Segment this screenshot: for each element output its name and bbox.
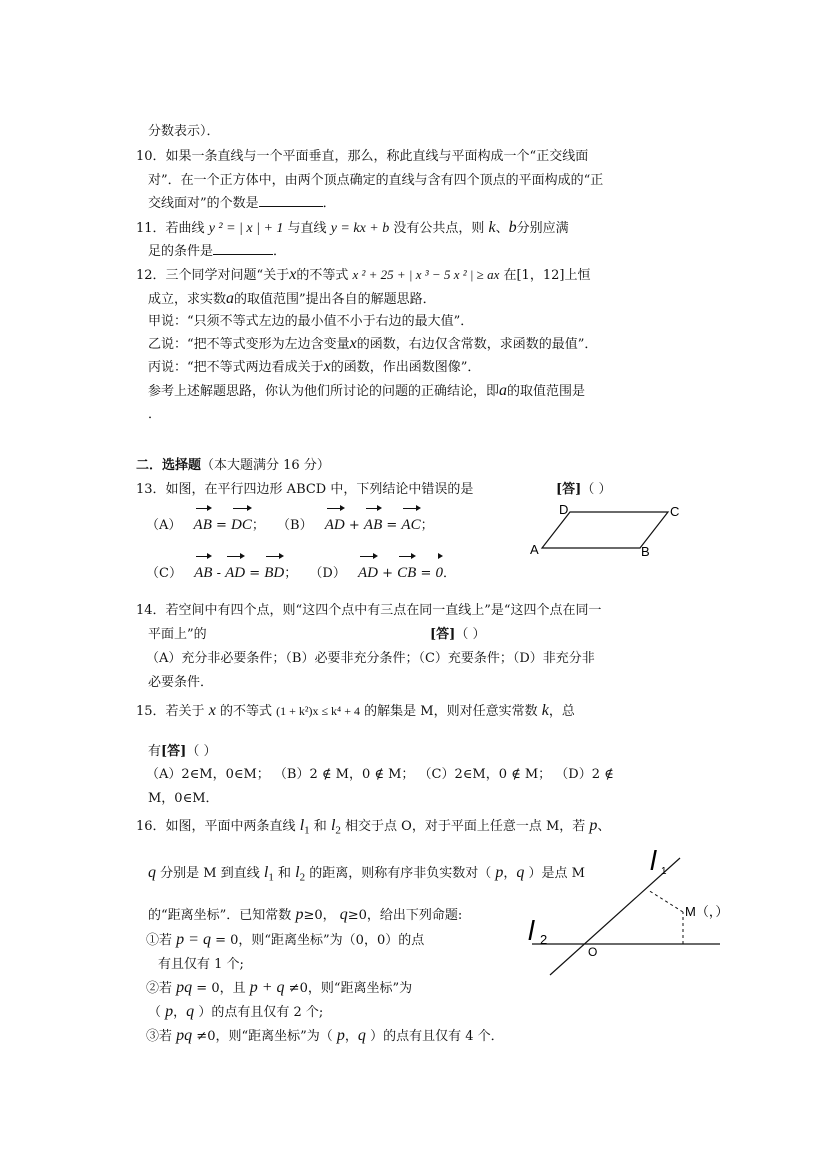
question-10-line1: 10．如果一条直线与一个平面垂直，那么，称此直线与平面构成一个“正交线面 — [136, 149, 589, 164]
answer-slot — [430, 626, 485, 644]
question-10-line2: 对”．在一个正方体中，由两个顶点确定的直线与含有四个顶点的平面构成的“正 — [148, 173, 604, 188]
answer-blank[interactable] — [213, 254, 273, 255]
answer-label: [答] — [430, 627, 456, 642]
text: 的取值范围是 — [507, 384, 586, 399]
math-var: x — [208, 702, 216, 719]
question-10-line3: 交线面对”的个数是 ． — [148, 196, 336, 211]
math-var: q — [186, 1003, 195, 1020]
vector-ab: AB — [364, 506, 382, 538]
text: ，总 — [548, 704, 575, 719]
parallelogram-shape — [542, 512, 668, 548]
question-12-line2 — [148, 290, 436, 309]
distance-coordinate-figure — [520, 840, 730, 985]
label-o: O — [588, 945, 598, 959]
math-expression: y = kx + b — [330, 221, 390, 236]
math-var: q — [357, 1027, 366, 1044]
vector-ac: AC — [401, 506, 420, 538]
text: ）的点有且仅有 2 个; — [198, 1005, 324, 1020]
math-expression: pq — [176, 979, 193, 996]
text: 分别应满 — [516, 221, 569, 236]
vertex-label-d: D — [559, 502, 569, 517]
math-var: k — [488, 219, 496, 236]
question-14-line1: 14．若空间中有四个点，则“这四个点中有三点在同一直线上”是“这四个点在同一 — [136, 603, 602, 618]
proposition-1-line1 — [146, 931, 424, 950]
section-heading — [136, 457, 330, 475]
math-var: a — [226, 290, 235, 307]
answer-label: [答] — [161, 744, 187, 759]
text: 13．如图，在平行四边形 ABCD 中，下列结论中错误的是 — [136, 482, 474, 497]
text: 成立，求实数 — [148, 292, 227, 307]
subscript: 1 — [304, 824, 310, 837]
parallelogram-figure — [528, 500, 688, 560]
answer-label: [答] — [556, 482, 582, 497]
question-12-line4 — [148, 335, 597, 354]
text: 乙说：“把不等式变形为左边含变量 — [148, 337, 350, 352]
text: 的不等式 — [219, 704, 272, 719]
math-expression: x ² + 25 + | x ³ − 5 x ² | ≥ ax — [352, 267, 500, 282]
vector-dc: DC — [231, 506, 252, 538]
text: ）的点有且仅有 4 个． — [370, 1029, 504, 1044]
math-var: p — [495, 864, 504, 881]
text: 的距离，则称有序非负实数对（ — [309, 866, 492, 881]
text: 的函数，作出函数图像”． — [330, 360, 481, 375]
text: 的不等式 — [296, 268, 349, 283]
question-12-line7: ． — [148, 407, 162, 422]
math-var: p — [295, 906, 304, 923]
text: 15．若关于 — [136, 704, 205, 719]
vector-bd: BD — [264, 554, 284, 586]
text: 与直线 — [287, 221, 327, 236]
math-var: a — [499, 382, 508, 399]
math-var: l — [330, 817, 336, 834]
vector-ad: AD — [325, 506, 345, 538]
vector-cb: CB — [397, 554, 416, 586]
text: ≥0，给出下列命题: — [347, 908, 463, 923]
text: 和 — [313, 819, 327, 834]
section-title: 二．选择题 — [136, 458, 202, 473]
option-a-label[interactable]: （A） — [146, 518, 182, 533]
perpendicular-to-l1 — [648, 890, 683, 912]
math-var: q — [516, 864, 525, 881]
text: ≠0，则“距离坐标”为 — [288, 981, 413, 996]
text: 分别是 M 到直线 — [160, 866, 260, 881]
text: ≥0， — [303, 908, 336, 923]
math-var: x — [349, 335, 357, 352]
text: ③若 — [146, 1029, 173, 1044]
text: 和 — [277, 866, 291, 881]
math-expression: p = q — [176, 931, 211, 948]
text: 、 — [597, 819, 611, 834]
text: ， — [173, 1005, 187, 1020]
question-12-line3: 甲说：“只须不等式左边的最小值不小于右边的最大值”． — [148, 314, 474, 329]
question-15-options-cont: M，0∈M． — [148, 791, 219, 806]
text: 平面上”的 — [148, 627, 207, 642]
subscript: 1 — [268, 871, 274, 884]
math-expression: (1 + k²)x ≤ k⁴ + 4 — [276, 704, 360, 718]
option-d-label[interactable]: （D） — [309, 566, 346, 581]
vector-ad: AD — [225, 554, 245, 586]
text: 的“距离坐标”．已知常数 — [148, 908, 292, 923]
question-11-line1 — [136, 219, 569, 238]
option-c-label[interactable]: （C） — [146, 566, 182, 581]
math-expression: p + q — [249, 979, 285, 996]
math-var: k — [541, 702, 549, 719]
vertex-label-b: B — [641, 544, 650, 559]
vector-ab: AB — [194, 554, 212, 586]
answer-paren[interactable]: （ ） — [186, 744, 217, 759]
math-expression: pq — [176, 1027, 193, 1044]
question-12-line6 — [148, 382, 585, 401]
text: 没有公共点，则 — [393, 221, 485, 236]
label-l2-sub: 2 — [540, 932, 548, 947]
text: 、 — [495, 221, 509, 236]
text: 有 — [148, 744, 162, 759]
math-var: x — [323, 358, 331, 375]
text: 丙说：“把不等式两边看成关于 — [148, 360, 324, 375]
text: 在[1，12]上恒 — [503, 268, 591, 283]
answer-paren[interactable]: （ ） — [581, 482, 612, 497]
answer-slot — [556, 481, 611, 499]
question-14-line2 — [148, 626, 207, 644]
text: 12．三个同学对问题“关于 — [136, 268, 290, 283]
question-16-line1 — [136, 815, 610, 842]
question-16-line3 — [148, 906, 462, 925]
math-var: q — [339, 906, 348, 923]
label-l2: l — [528, 915, 535, 946]
text: 交线面对”的个数是 — [148, 196, 259, 211]
math-var: p — [336, 1027, 345, 1044]
text: 11．若曲线 — [136, 221, 205, 236]
math-var: q — [148, 864, 156, 881]
subscript: 2 — [335, 824, 341, 837]
vertex-label-c: C — [670, 504, 680, 519]
text: ， — [503, 866, 517, 881]
proposition-1-line2: 有且仅有 1 个; — [158, 957, 244, 972]
option-b-label[interactable]: （B） — [277, 518, 313, 533]
text: ①若 — [146, 933, 173, 948]
text: ）是点 M — [528, 866, 585, 881]
question-15-line2 — [148, 743, 216, 761]
question-15-line1 — [136, 698, 575, 725]
math-var: b — [508, 219, 517, 236]
text: ②若 — [146, 981, 173, 996]
text: 足的条件是 — [148, 244, 214, 259]
math-var: p — [165, 1003, 174, 1020]
question-13-line1 — [136, 481, 473, 499]
text: 的解集是 M，则对任意实常数 — [364, 704, 538, 719]
answer-blank[interactable] — [259, 206, 323, 207]
text: ≠0，则“距离坐标”为（ — [196, 1029, 333, 1044]
text: 16．如图，平面中两条直线 — [136, 819, 296, 834]
answer-paren[interactable]: （ ） — [455, 627, 486, 642]
question-13-options-row1: （A） AB = DC； （B） AD + AB = AC； — [146, 506, 434, 539]
math-var: l — [299, 817, 305, 834]
proposition-2-line2 — [148, 1003, 323, 1022]
question-12-line5 — [148, 358, 480, 377]
text-line: 分数表示）． — [148, 124, 220, 139]
math-expression: y ² = | x | + 1 — [208, 221, 284, 236]
question-14-options: （A）充分非必要条件；（B）必要非充分条件；（C）充要条件；（D）非充分非 — [146, 651, 595, 666]
text: ， — [344, 1029, 358, 1044]
proposition-3 — [146, 1027, 504, 1046]
proposition-2-line1 — [146, 979, 412, 998]
text: 相交于点 O，对于平面上任意一点 M，若 — [345, 819, 586, 834]
math-var: x — [289, 266, 297, 283]
question-13-options-row2: （C） AB - AD = BD； （D） AD + CB = 0． — [146, 554, 456, 587]
math-var: l — [295, 864, 300, 881]
label-l1-sub: 1 — [661, 866, 667, 877]
text: 参考上述解题思路，你认为他们所讨论的问题的正确结论，即 — [148, 384, 500, 399]
text: 的取值范围”提出各自的解题思路． — [234, 292, 436, 307]
label-l1: l — [650, 845, 657, 876]
vector-ad: AD — [358, 554, 378, 586]
subscript: 2 — [299, 871, 306, 884]
question-11-line2: 足的条件是 ． — [148, 244, 287, 259]
math-var: l — [263, 864, 269, 881]
vertex-label-a: A — [530, 542, 539, 557]
math-var: p — [589, 817, 598, 834]
vector-zero: 0 — [436, 554, 444, 586]
question-15-options: （A）2∈M，0∈M； （B）2 ∉ M，0 ∉ M； （C）2∈M，0 ∉ M； （D）2 ∉ — [146, 767, 614, 782]
text: = 0，则“距离坐标”为（0，0）的点 — [215, 933, 425, 948]
section-note: （本大题满分 16 分） — [201, 458, 330, 473]
text: 的函数，右边仅含常数，求函数的最值”． — [356, 337, 598, 352]
text: （ — [148, 1005, 162, 1020]
label-m: M（，） — [685, 904, 729, 919]
question-12-line1 — [136, 266, 590, 285]
question-14-options-cont: 必要条件． — [148, 675, 214, 690]
text: = 0，且 — [196, 981, 246, 996]
vector-ab: AB — [194, 506, 212, 538]
